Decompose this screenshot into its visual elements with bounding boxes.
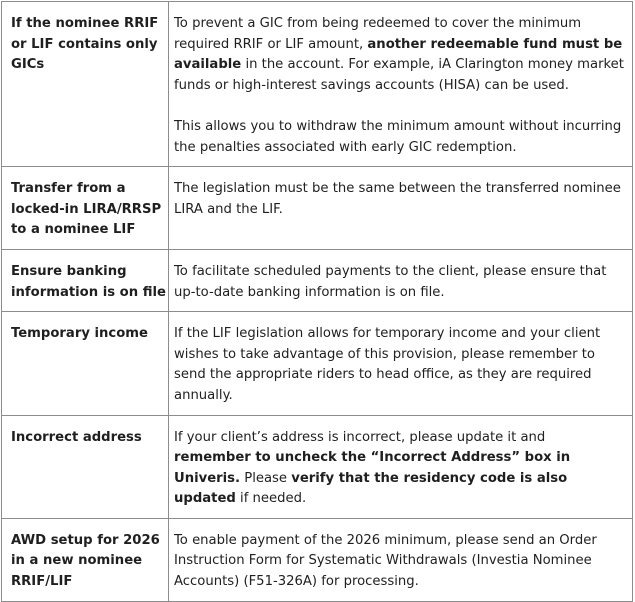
row-label: Ensure banking information is on file (2, 249, 169, 311)
table-row (2, 249, 633, 311)
row-label: Temporary income (2, 312, 169, 415)
row-content (169, 2, 633, 167)
text: To prevent a GIC from being redeemed to cover the minimum required RRIF or LIF amount, (174, 16, 582, 52)
row-label: Incorrect address (2, 415, 169, 518)
emphasis-text: verify that the residency code is also updated (174, 470, 568, 507)
row-content (169, 167, 633, 250)
text: If your client’s address is incorrect, please update it and (174, 429, 546, 445)
row-content (169, 415, 633, 518)
paragraph: The legislation must be the same between the transferred nominee LIRA and the LIF. (174, 181, 621, 217)
text: if needed. (235, 491, 307, 507)
row-label: Transfer from a locked-in LIRA/RRSP to a nominee LIF (2, 167, 169, 250)
paragraph: To facilitate scheduled payments to the client, please ensure that up-to-date banking information is on file. (174, 263, 607, 300)
paragraph: If the LIF legislation allows for temporary income and your client wishes to take advantage of this provision, please remember to send the appropriate riders to head office, as they are required annually. (174, 326, 601, 403)
emphasis-text: remember to uncheck the “Incorrect Address” box in Univeris. (174, 450, 571, 486)
row-content (169, 312, 633, 415)
table-row (2, 2, 633, 167)
paragraph (174, 14, 624, 96)
emphasis-text: another redeemable fund must be available (174, 36, 623, 73)
info-table (1, 1, 633, 602)
table-row (2, 312, 633, 415)
row-label: AWD setup for 2026 in a new nominee RRIF/LIF (2, 518, 169, 601)
table-row (2, 415, 633, 518)
text: Please (240, 470, 292, 486)
paragraph: To enable payment of the 2026 minimum, please send an Order Instruction Form for Systematic Withdrawals (Investia Nominee Accounts) (F51-326A) for processing. (174, 532, 597, 590)
paragraph (174, 428, 624, 510)
paragraph: This allows you to withdraw the minimum amount without incurring the penalties associated with early GIC redemption. (174, 118, 622, 155)
row-content (169, 518, 633, 601)
row-label: If the nominee RRIF or LIF contains only GICs (2, 2, 169, 167)
text: in the account. For example, iA Clarington money market funds or high-interest savings accounts (HISA) can be used. (174, 57, 624, 93)
row-content (169, 249, 633, 311)
table-row (2, 518, 633, 601)
table-row (2, 167, 633, 250)
